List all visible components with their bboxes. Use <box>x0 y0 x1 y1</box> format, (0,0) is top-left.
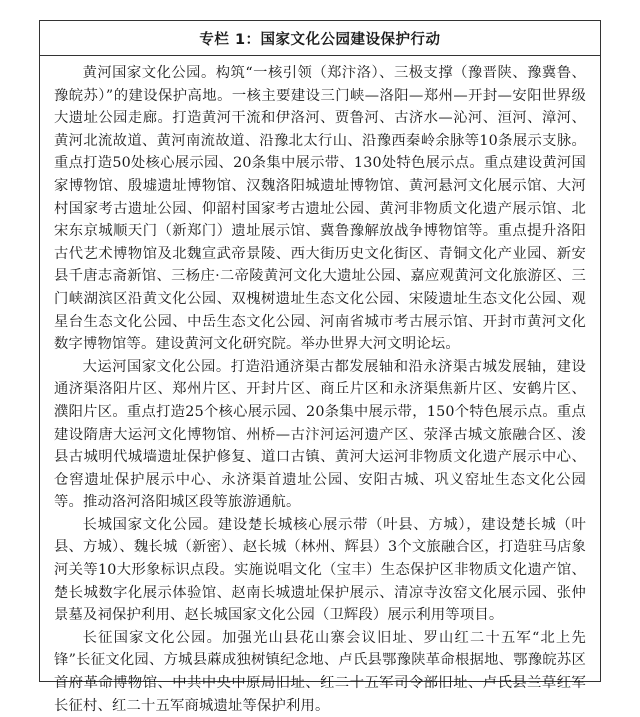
box-title: 专栏 1：国家文化公园建设保护行动 <box>199 31 441 48</box>
paragraph-great-wall: 长城国家文化公园。建设楚长城核心展示带（叶县、方城），建设楚长城（叶县、方城）、魏长城（新密）、赵长城（林州、辉县）3个文旅融合区，打造驻马店象河关等10大形象标识点段。实施说唱文化（宝丰）生态保护区非物质文化遗产馆、楚长城数字化展示体验馆、赵南长城遗址保护展示、清凉寺汝窑文化展示园、张仲景墓及祠保护利用、赵长城国家文化公园（卫辉段）展示利用等项目。 <box>54 516 586 624</box>
paragraph-grand-canal: 大运河国家文化公园。打造沿通济渠古都发展轴和沿永济渠古城发展轴，建设通济渠洛阳片区、郑州片区、开封片区、商丘片区和永济渠焦新片区、安鹤片区、濮阳片区。重点打造25个核心展示园、20条集中展示带，150个特色展示点。重点建设隋唐大运河文化博物馆、州桥—古汴河运河遗产区、荥泽古城文旅融合区、浚县古城明代城墙遗址保护修复、道口古镇、黄河大运河非物质文化遗产展示中心、仓窖遗址保护展示中心、永济渠首遗址公园、安阳古城、巩义窑址生态文化公园等。推动洛河洛阳城区段等旅游通航。 <box>54 358 586 511</box>
paragraph-yellow-river: 黄河国家文化公园。构筑“一核引领（郑汴洛）、三极支撑（豫晋陕、豫冀鲁、豫皖苏）”的建设保护高地。一核主要建设三门峡—洛阳—郑州—开封—安阳世界级大遗址公园走廊。打造黄河干流和伊洛河、贾鲁河、古济水—沁河、洹河、漳河、黄河北流故道、黄河南流故道、沿豫北太行山、沿豫西秦岭余脉等10条展示支脉。重点打造50处核心展示园、20条集中展示带、130处特色展示点。重点建设黄河国家博物馆、殷墟遗址博物馆、汉魏洛阳城遗址博物馆、黄河悬河文化展示馆、大河村国家考古遗址公园、仰韶村国家考古遗址公园、黄河非物质文化遗产展示馆、北宋东京城顺天门（新郑门）遗址展示馆、冀鲁豫解放战争博物馆等。重点提升洛阳古代艺术博物馆及北魏宣武帝景陵、西大街历史文化街区、青铜文化产业园、新安县千唐志斋新馆、三杨庄·二帝陵黄河文化大遗址公园、嘉应观黄河文化旅游区、三门峡湖滨区沿黄文化公园、双槐树遗址生态文化公园、宋陵遗址生态文化公园、观星台生态文化公园、中岳生态文化公园、河南省城市考古展示馆、开封市黄河文化数字博物馆等。建设黄河文化研究院。举办世界大河文明论坛。 <box>54 65 586 353</box>
paragraph-long-march: 长征国家文化公园。加强光山县花山寨会议旧址、罗山红二十五军“北上先锋”长征文化园、方城县蔴成独树镇纪念地、卢氏县鄂豫陕革命根据地、鄂豫皖苏区首府革命博物馆、中共中央中原局旧址、红二十五军司令部旧址、卢氏县兰草红军长征村、红二十五军商城遗址等保护利用。 <box>54 629 586 714</box>
box-content <box>40 56 600 717</box>
box-header <box>40 21 600 56</box>
info-box <box>39 20 601 714</box>
